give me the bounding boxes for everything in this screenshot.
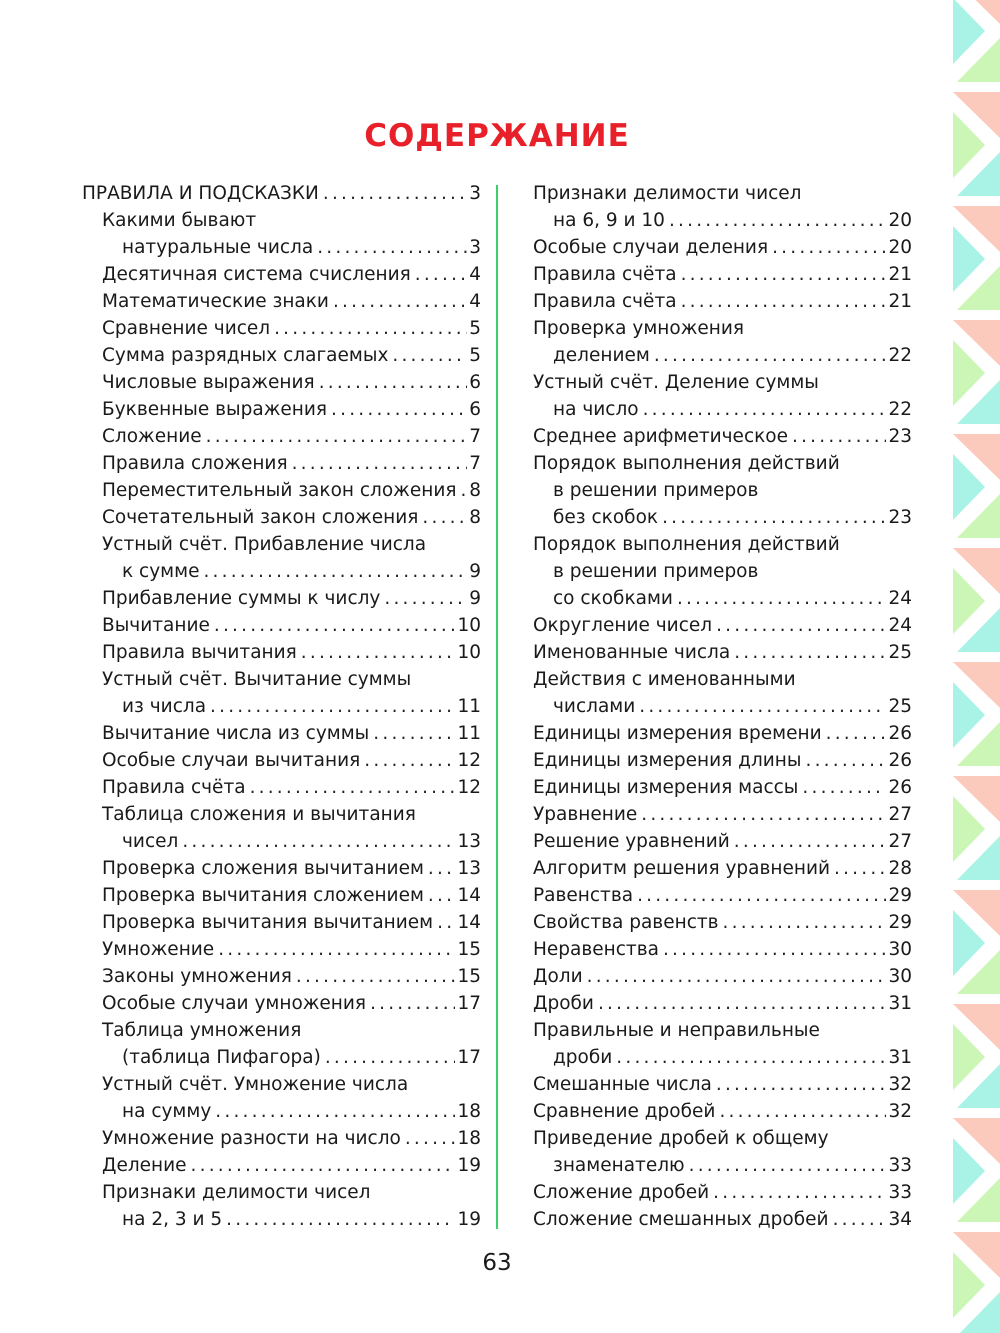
toc-entry bbox=[533, 693, 912, 720]
toc-entry bbox=[82, 882, 481, 909]
toc-entry bbox=[533, 1098, 912, 1125]
toc-entry bbox=[82, 936, 481, 963]
toc-entry bbox=[533, 261, 912, 288]
toc-entry-line bbox=[533, 450, 912, 477]
toc-entry bbox=[533, 990, 912, 1017]
toc-entry bbox=[82, 504, 481, 531]
toc-entry bbox=[82, 234, 481, 261]
toc-entry-line bbox=[82, 1179, 481, 1206]
toc-entry bbox=[82, 261, 481, 288]
toc-entry-title: Умножение bbox=[102, 939, 215, 960]
toc-page-number: 12 bbox=[457, 750, 481, 771]
dot-leader bbox=[369, 720, 455, 747]
toc-entry-title: Неравенства bbox=[533, 939, 659, 960]
dot-leader bbox=[360, 747, 455, 774]
toc-entry-title: Сложение смешанных дробей bbox=[533, 1209, 829, 1230]
toc-entry-line bbox=[533, 531, 912, 558]
toc-entry-title: Устный счёт. Прибавление числа bbox=[102, 534, 427, 555]
toc-entry bbox=[533, 207, 912, 234]
toc-entry bbox=[82, 1098, 481, 1125]
toc-entry-title: ПРАВИЛА И ПОДСКАЗКИ bbox=[82, 183, 319, 204]
decorative-triangle bbox=[953, 340, 985, 406]
decorative-triangle bbox=[953, 682, 985, 748]
toc-entry bbox=[82, 963, 481, 990]
dot-leader bbox=[594, 990, 887, 1017]
toc-page-number: 20 bbox=[888, 237, 912, 258]
toc-entry-title: Математические знаки bbox=[102, 291, 329, 312]
column-divider bbox=[496, 185, 498, 1229]
toc-page-number: 20 bbox=[888, 210, 912, 231]
dot-leader bbox=[635, 693, 886, 720]
toc-entry bbox=[533, 747, 912, 774]
toc-entry-line bbox=[82, 531, 481, 558]
toc-page-number: 3 bbox=[469, 183, 481, 204]
toc-entry-title: Правила сложения bbox=[102, 453, 288, 474]
dot-leader bbox=[730, 828, 887, 855]
toc-entry bbox=[82, 1206, 481, 1233]
toc-page-number: 15 bbox=[457, 966, 481, 987]
dot-leader bbox=[677, 261, 887, 288]
toc-entry-title: Округление чисел bbox=[533, 615, 713, 636]
decorative-triangle bbox=[953, 112, 985, 178]
decorative-triangle bbox=[953, 568, 985, 634]
toc-page-number: 15 bbox=[457, 939, 481, 960]
toc-page-number: 27 bbox=[888, 831, 912, 852]
dot-leader bbox=[418, 504, 467, 531]
toc-entry bbox=[82, 990, 481, 1017]
dot-leader bbox=[424, 882, 456, 909]
dot-leader bbox=[665, 207, 887, 234]
toc-entry-line bbox=[533, 315, 912, 342]
toc-entry-title: на число bbox=[553, 399, 639, 420]
dot-leader bbox=[456, 477, 467, 504]
toc-page-number: 27 bbox=[888, 804, 912, 825]
toc-entry-title: Деление bbox=[102, 1155, 187, 1176]
toc-page-number: 9 bbox=[469, 561, 481, 582]
toc-page-number: 30 bbox=[888, 939, 912, 960]
toc-page-number: 14 bbox=[457, 885, 481, 906]
toc-page-number: 14 bbox=[457, 912, 481, 933]
toc-entry bbox=[533, 882, 912, 909]
dot-leader bbox=[366, 990, 455, 1017]
dot-leader bbox=[802, 747, 887, 774]
dot-leader bbox=[719, 909, 887, 936]
toc-entry-title: Алгоритм решения уравнений bbox=[533, 858, 831, 879]
decorative-triangle bbox=[953, 1252, 985, 1318]
toc-page-number: 28 bbox=[888, 858, 912, 879]
toc-entry-line bbox=[82, 1071, 481, 1098]
toc-entry bbox=[82, 450, 481, 477]
toc-entry-line bbox=[533, 1125, 912, 1152]
dot-leader bbox=[313, 234, 467, 261]
decorative-triangle bbox=[953, 1024, 985, 1090]
toc-entry-title: Особые случаи умножения bbox=[102, 993, 367, 1014]
dot-leader bbox=[633, 882, 886, 909]
dot-leader bbox=[401, 1125, 456, 1152]
toc-page-number: 17 bbox=[457, 993, 481, 1014]
toc-page-number: 18 bbox=[457, 1128, 481, 1149]
dot-leader bbox=[187, 1152, 456, 1179]
toc-entry-line bbox=[533, 558, 912, 585]
toc-entry-title: дроби bbox=[553, 1047, 613, 1068]
toc-entry-title: Сравнение чисел bbox=[102, 318, 271, 339]
toc-entry-title: Десятичная система счисления bbox=[102, 264, 411, 285]
dot-leader bbox=[202, 423, 468, 450]
toc-entry-line bbox=[82, 801, 481, 828]
toc-entry-title: из числа bbox=[122, 696, 207, 717]
toc-entry-title: Законы умножения bbox=[102, 966, 292, 987]
toc-entry-title: натуральные числа bbox=[122, 237, 314, 258]
toc-page-number: 29 bbox=[888, 885, 912, 906]
toc-entry-title: Правильные и неправильные bbox=[533, 1020, 820, 1041]
toc-entry bbox=[533, 1152, 912, 1179]
toc-page-number: 32 bbox=[888, 1074, 912, 1095]
toc-entry bbox=[533, 504, 912, 531]
toc-page-number: 4 bbox=[469, 264, 481, 285]
toc-entry-title: знаменателю bbox=[553, 1155, 685, 1176]
toc-page-number: 24 bbox=[888, 615, 912, 636]
toc-entry-title: к сумме bbox=[122, 561, 200, 582]
toc-entry-title: Устный счёт. Вычитание суммы bbox=[102, 669, 412, 690]
toc-page-number: 33 bbox=[888, 1182, 912, 1203]
toc-entry-title: Приведение дробей к общему bbox=[533, 1128, 829, 1149]
dot-leader bbox=[677, 288, 887, 315]
toc-entry bbox=[533, 1044, 912, 1071]
dot-leader bbox=[411, 261, 467, 288]
dot-leader bbox=[327, 396, 467, 423]
toc-entry-title: Числовые выражения bbox=[102, 372, 315, 393]
dot-leader bbox=[673, 585, 887, 612]
toc-entry-title: Свойства равенств bbox=[533, 912, 719, 933]
toc-entry bbox=[533, 1179, 912, 1206]
toc-page-number: 18 bbox=[457, 1101, 481, 1122]
toc-page-number: 19 bbox=[457, 1155, 481, 1176]
toc-page-number: 11 bbox=[457, 696, 481, 717]
toc-page-number: 34 bbox=[888, 1209, 912, 1230]
toc-entry bbox=[82, 477, 481, 504]
toc-entry-title: Прибавление суммы к числу bbox=[102, 588, 381, 609]
toc-page-number: 21 bbox=[888, 291, 912, 312]
toc-entry-title: Проверка умножения bbox=[533, 318, 745, 339]
dot-leader bbox=[210, 612, 456, 639]
toc-entry bbox=[533, 612, 912, 639]
toc-page-number: 23 bbox=[888, 507, 912, 528]
dot-leader bbox=[830, 855, 886, 882]
dot-leader bbox=[288, 450, 468, 477]
toc-page-number: 5 bbox=[469, 345, 481, 366]
toc-entry-title: Правила счёта bbox=[102, 777, 246, 798]
toc-entry-title: Вычитание числа из суммы bbox=[102, 723, 370, 744]
toc-entry-title: Действия с именованными bbox=[533, 669, 796, 690]
toc-entry bbox=[533, 234, 912, 261]
toc-entry-title: Порядок выполнения действий bbox=[533, 534, 840, 555]
toc-page-number: 7 bbox=[469, 426, 481, 447]
toc-entry-title: Признаки делимости чисел bbox=[102, 1182, 371, 1203]
toc-entry-title: Правила счёта bbox=[533, 291, 677, 312]
toc-entry-title: Переместительный закон сложения bbox=[102, 480, 457, 501]
toc-page-number: 31 bbox=[888, 993, 912, 1014]
toc-page-number: 19 bbox=[457, 1209, 481, 1230]
dot-leader bbox=[424, 855, 456, 882]
toc-entry-title: Уравнение bbox=[533, 804, 638, 825]
toc-page-number: 10 bbox=[457, 615, 481, 636]
toc-entry bbox=[533, 423, 912, 450]
decorative-triangle bbox=[953, 226, 985, 292]
toc-page-number: 22 bbox=[888, 399, 912, 420]
toc-entry bbox=[82, 1125, 481, 1152]
toc-entry-title: Устный счёт. Деление суммы bbox=[533, 372, 819, 393]
dot-leader bbox=[319, 180, 467, 207]
toc-entry-title: Дроби bbox=[533, 993, 594, 1014]
toc-entry-title: на 6, 9 и 10 bbox=[553, 210, 665, 231]
dot-leader bbox=[388, 342, 467, 369]
dot-leader bbox=[712, 1071, 887, 1098]
dot-leader bbox=[730, 639, 886, 666]
toc-entry bbox=[82, 747, 481, 774]
toc-entry-title: Таблица сложения и вычитания bbox=[102, 804, 416, 825]
toc-page-number: 10 bbox=[457, 642, 481, 663]
toc-entry bbox=[82, 855, 481, 882]
toc-entry bbox=[533, 720, 912, 747]
toc-entry-title: Вычитание bbox=[102, 615, 210, 636]
toc-entry-title: Правила вычитания bbox=[102, 642, 297, 663]
toc-entry-title: Порядок выполнения действий bbox=[533, 453, 840, 474]
toc-entry bbox=[533, 936, 912, 963]
toc-entry-title: Таблица умножения bbox=[102, 1020, 302, 1041]
dot-leader bbox=[612, 1044, 886, 1071]
decorative-triangle bbox=[953, 454, 985, 520]
toc-left-column bbox=[82, 180, 481, 1233]
toc-entry-line bbox=[533, 180, 912, 207]
toc-entry-title: Умножение разности на число bbox=[102, 1128, 401, 1149]
toc-page-number: 30 bbox=[888, 966, 912, 987]
toc-page-number: 4 bbox=[469, 291, 481, 312]
toc-entry-line bbox=[82, 666, 481, 693]
toc-entry-title: Равенства bbox=[533, 885, 634, 906]
toc-page-number: 6 bbox=[469, 399, 481, 420]
dot-leader bbox=[222, 1206, 455, 1233]
decorative-triangle bbox=[953, 1138, 985, 1204]
toc-entry bbox=[82, 693, 481, 720]
toc-entry bbox=[82, 342, 481, 369]
toc-entry-title: Решение уравнений bbox=[533, 831, 730, 852]
dot-leader bbox=[246, 774, 456, 801]
toc-entry-line bbox=[533, 1017, 912, 1044]
toc-page-number: 17 bbox=[457, 1047, 481, 1068]
toc-entry-line bbox=[533, 666, 912, 693]
toc-entry-title: Сочетательный закон сложения bbox=[102, 507, 419, 528]
toc-entry bbox=[82, 1044, 481, 1071]
toc-page-number: 12 bbox=[457, 777, 481, 798]
decorative-triangle bbox=[953, 0, 985, 64]
toc-entry bbox=[533, 396, 912, 423]
toc-entry bbox=[533, 1206, 912, 1233]
toc-entry-title: Именованные числа bbox=[533, 642, 731, 663]
toc-entry bbox=[82, 423, 481, 450]
toc-right-column bbox=[533, 180, 912, 1233]
toc-entry-title: Смешанные числа bbox=[533, 1074, 712, 1095]
toc-page-number: 26 bbox=[888, 723, 912, 744]
dot-leader bbox=[798, 774, 886, 801]
toc-entry-title: Признаки делимости чисел bbox=[533, 183, 802, 204]
toc-entry-line bbox=[533, 477, 912, 504]
toc-entry bbox=[533, 963, 912, 990]
toc-page-number: 26 bbox=[888, 777, 912, 798]
page-number: 63 bbox=[482, 1250, 512, 1276]
dot-leader bbox=[659, 936, 887, 963]
toc-entry bbox=[82, 585, 481, 612]
dot-leader bbox=[178, 828, 455, 855]
dot-leader bbox=[788, 423, 886, 450]
toc-entry bbox=[82, 612, 481, 639]
toc-page-number: 8 bbox=[469, 507, 481, 528]
toc-entry bbox=[82, 720, 481, 747]
dot-leader bbox=[715, 1098, 886, 1125]
toc-entry-title: Сравнение дробей bbox=[533, 1101, 716, 1122]
toc-page-number: 33 bbox=[888, 1155, 912, 1176]
dot-leader bbox=[650, 342, 887, 369]
toc-page-number: 8 bbox=[469, 480, 481, 501]
toc-page-number: 25 bbox=[888, 642, 912, 663]
toc-entry-title: Какими бывают bbox=[102, 210, 257, 231]
toc-entry bbox=[82, 315, 481, 342]
dot-leader bbox=[199, 558, 467, 585]
toc-entry-title: в решении примеров bbox=[553, 561, 759, 582]
toc-entry-title: Доли bbox=[533, 966, 583, 987]
toc-entry-title: на 2, 3 и 5 bbox=[122, 1209, 223, 1230]
toc-entry-title: без скобок bbox=[553, 507, 659, 528]
dot-leader bbox=[380, 585, 467, 612]
toc-page-number: 11 bbox=[457, 723, 481, 744]
toc-entry-title: в решении примеров bbox=[553, 480, 759, 501]
toc-entry-title: Устный счёт. Умножение числа bbox=[102, 1074, 409, 1095]
toc-entry bbox=[533, 342, 912, 369]
toc-entry-title: Единицы измерения времени bbox=[533, 723, 822, 744]
toc-page-number: 13 bbox=[457, 858, 481, 879]
toc-entry bbox=[533, 855, 912, 882]
toc-entry bbox=[533, 828, 912, 855]
toc-entry bbox=[82, 288, 481, 315]
toc-page-number: 26 bbox=[888, 750, 912, 771]
toc-page-number: 13 bbox=[457, 831, 481, 852]
toc-page-number: 29 bbox=[888, 912, 912, 933]
dot-leader bbox=[822, 720, 887, 747]
toc-entry-title: со скобками bbox=[553, 588, 673, 609]
toc-page-number: 21 bbox=[888, 264, 912, 285]
page-title: СОДЕРЖАНИЕ bbox=[364, 118, 630, 154]
dot-leader bbox=[206, 693, 455, 720]
dot-leader bbox=[637, 801, 886, 828]
toc-entry bbox=[82, 909, 481, 936]
toc-entry bbox=[533, 288, 912, 315]
toc-entry bbox=[82, 774, 481, 801]
toc-entry-title: на сумму bbox=[122, 1101, 212, 1122]
toc-page-number: 9 bbox=[469, 588, 481, 609]
toc-entry-title: Среднее арифметическое bbox=[533, 426, 788, 447]
dot-leader bbox=[211, 1098, 455, 1125]
toc-entry bbox=[82, 396, 481, 423]
decorative-triangle-border bbox=[953, 0, 1000, 1333]
toc-page-number: 5 bbox=[469, 318, 481, 339]
dot-leader bbox=[658, 504, 886, 531]
dot-leader bbox=[829, 1206, 887, 1233]
dot-leader bbox=[685, 1152, 887, 1179]
toc-entry-line bbox=[82, 1017, 481, 1044]
toc-entry bbox=[82, 558, 481, 585]
toc-entry-title: Проверка вычитания сложением bbox=[102, 885, 424, 906]
toc-entry bbox=[533, 1071, 912, 1098]
toc-entry-title: делением bbox=[553, 345, 650, 366]
toc-entry bbox=[533, 585, 912, 612]
toc-entry bbox=[533, 639, 912, 666]
toc-entry-title: Проверка сложения вычитанием bbox=[102, 858, 424, 879]
toc-page-number: 23 bbox=[888, 426, 912, 447]
dot-leader bbox=[321, 1044, 456, 1071]
toc-entry bbox=[82, 180, 481, 207]
toc-entry-title: Особые случаи деления bbox=[533, 237, 769, 258]
toc-entry-line bbox=[533, 369, 912, 396]
toc-entry-title: Проверка вычитания вычитанием bbox=[102, 912, 434, 933]
toc-page-number: 7 bbox=[469, 453, 481, 474]
toc-entry-title: Единицы измерения длины bbox=[533, 750, 802, 771]
toc-entry bbox=[533, 801, 912, 828]
dot-leader bbox=[315, 369, 468, 396]
toc-entry-title: числами bbox=[553, 696, 636, 717]
toc-page-number: 6 bbox=[469, 372, 481, 393]
dot-leader bbox=[768, 234, 886, 261]
dot-leader bbox=[297, 639, 456, 666]
toc-entry bbox=[533, 774, 912, 801]
toc-page-number: 31 bbox=[888, 1047, 912, 1068]
dot-leader bbox=[329, 288, 467, 315]
dot-leader bbox=[270, 315, 467, 342]
toc-entry-title: Буквенные выражения bbox=[102, 399, 328, 420]
dot-leader bbox=[639, 396, 887, 423]
dot-leader bbox=[583, 963, 887, 990]
toc-entry bbox=[533, 909, 912, 936]
dot-leader bbox=[214, 936, 455, 963]
dot-leader bbox=[292, 963, 456, 990]
toc-entry-title: Сложение дробей bbox=[533, 1182, 710, 1203]
toc-page-number: 32 bbox=[888, 1101, 912, 1122]
toc-entry-title: Сложение bbox=[102, 426, 202, 447]
toc-page-number: 22 bbox=[888, 345, 912, 366]
toc-page-number: 3 bbox=[469, 237, 481, 258]
toc-entry-title: Единицы измерения массы bbox=[533, 777, 799, 798]
toc-entry-title: Особые случаи вычитания bbox=[102, 750, 361, 771]
decorative-triangle bbox=[953, 910, 985, 976]
toc-entry-title: Правила счёта bbox=[533, 264, 677, 285]
toc-entry-title: (таблица Пифагора) bbox=[122, 1047, 321, 1068]
toc-entry-title: чисел bbox=[122, 831, 179, 852]
dot-leader bbox=[712, 612, 886, 639]
decorative-triangle bbox=[953, 796, 985, 862]
dot-leader bbox=[709, 1179, 886, 1206]
toc-page-number: 25 bbox=[888, 696, 912, 717]
toc-page-number: 24 bbox=[888, 588, 912, 609]
toc-entry-line bbox=[82, 207, 481, 234]
toc-entry bbox=[82, 1152, 481, 1179]
dot-leader bbox=[433, 909, 455, 936]
toc-entry-title: Сумма разрядных слагаемых bbox=[102, 345, 389, 366]
toc-entry bbox=[82, 639, 481, 666]
toc-entry bbox=[82, 369, 481, 396]
toc-entry bbox=[82, 828, 481, 855]
